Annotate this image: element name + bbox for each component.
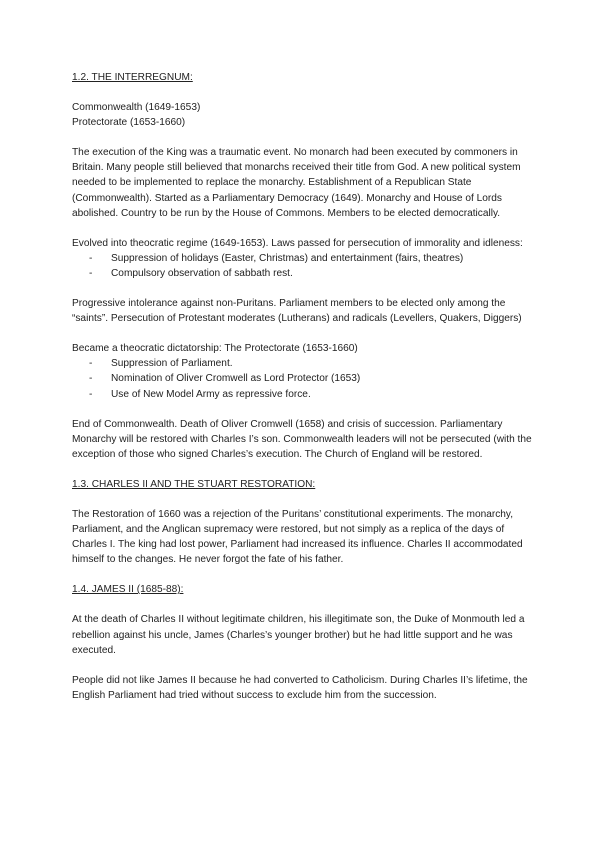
james-paragraph-catholicism: People did not like James II because he had converted to Catholicism. During Charles II’s lifetime, the English Parliament had tried without success to exclude him from the succession. — [72, 674, 528, 701]
laws-list — [72, 251, 534, 281]
period-commonwealth: Commonwealth (1649-1653) — [72, 102, 201, 114]
interregnum-paragraph-theocratic: Evolved into theocratic regime (1649-1653). Laws passed for persecution of immorality and idleness: — [72, 237, 523, 249]
document-page — [72, 70, 534, 718]
periods-block — [72, 100, 534, 130]
section-heading-james: 1.4. JAMES II (1685-88): — [72, 584, 184, 596]
restoration-paragraph: The Restoration of 1660 was a rejection of the Puritans’ constitutional experiments. The monarchy, Parliament, and the Anglican supremacy were restored, but not simply as a replica of the days of Charles I. The king had lost power, Parliament had increased its influence. Charles II accommodated himself to the changes. He never forgot the fate of his father. — [72, 508, 523, 566]
interregnum-paragraph-dictatorship: Became a theocratic dictatorship: The Protectorate (1653-1660) — [72, 343, 358, 355]
dash-bullet: - — [89, 388, 93, 400]
list-item: - Suppression of holidays (Easter, Christmas) and entertainment (fairs, theatres) — [72, 251, 534, 266]
section-heading-interregnum: 1.2. THE INTERREGNUM: — [72, 72, 193, 83]
interregnum-paragraph-end: End of Commonwealth. Death of Oliver Cromwell (1658) and crisis of succession. Parliamentary Monarchy will be restored with Charles I’s son. Commonwealth leaders will not be persecuted (with the exception of those who signed Charles’s execution. The Church of England will be restored. — [72, 418, 532, 460]
interregnum-paragraph-execution: The execution of the King was a traumatic event. No monarch had been executed by commoners in Britain. Many people still believed that monarchs received their title from God. A new political system needed to be implemented to replace the monarchy. Establishment of a Republican State (Commonwealth). Started as a Parliamentary Democracy (1649). Monarchy and House of Lords abolished. Country to be run by the House of Commons. Members to be elected democratically. — [72, 147, 521, 219]
dash-bullet: - — [89, 358, 93, 370]
interregnum-paragraph-intolerance: Progressive intolerance against non-Puritans. Parliament members to be elected only among the “saints”. Persecution of Protestant moderates (Lutherans) and radicals (Levellers, Quakers, Diggers) — [72, 298, 522, 325]
dash-bullet: - — [89, 267, 93, 279]
james-paragraph-monmouth: At the death of Charles II without legitimate children, his illegitimate son, the Duke of Monmouth led a rebellion against his uncle, James (Charles’s younger brother) but he had little support and he was executed. — [72, 614, 525, 656]
list-item: - Compulsory observation of sabbath rest. — [72, 266, 534, 281]
list-item: - Nomination of Oliver Cromwell as Lord Protector (1653) — [72, 371, 534, 386]
section-heading-restoration: 1.3. CHARLES II AND THE STUART RESTORATION: — [72, 478, 316, 490]
dash-bullet: - — [89, 373, 93, 385]
dash-bullet: - — [89, 252, 93, 264]
list-item: - Use of New Model Army as repressive force. — [72, 387, 534, 402]
list-item: - Suppression of Parliament. — [72, 356, 534, 371]
period-protectorate: Protectorate (1653-1660) — [72, 117, 186, 129]
protectorate-list — [72, 356, 534, 401]
